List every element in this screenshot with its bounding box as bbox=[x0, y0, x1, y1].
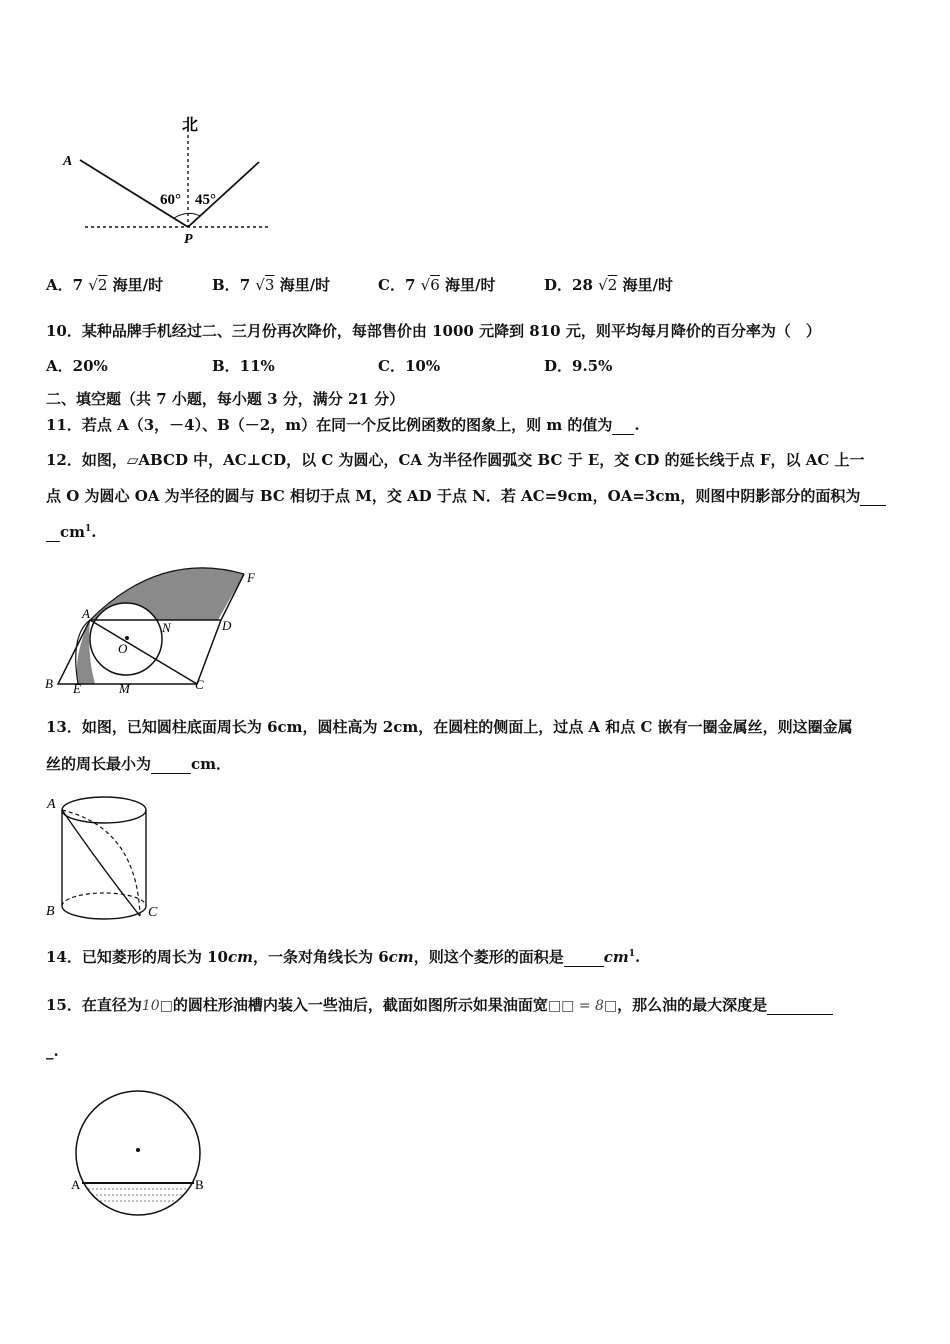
q12-label-f: F bbox=[247, 570, 255, 585]
q15-figure bbox=[68, 1085, 218, 1230]
q15-center-dot bbox=[136, 1148, 140, 1152]
q9-north-label: 北 bbox=[182, 117, 199, 134]
q9-angle-60: 60° bbox=[160, 192, 181, 208]
q9-option-b[interactable]: B．7 √3 海里/时 bbox=[212, 276, 331, 294]
q12-line2: 点 O 为圆心 OA 为半径的圆与 BC 相切于点 M，交 AD 于点 N．若 AC=9cm，OA=3cm，则图中阴影部分的面积为 bbox=[46, 485, 886, 506]
q12-label-e: E bbox=[73, 681, 81, 696]
q13-wire-front bbox=[62, 810, 140, 916]
q13-line1: 13．如图，已知圆柱底面周长为 6cm，圆柱高为 2cm，在圆柱的侧面上，过点 A 和点 C 嵌有一圈金属丝，则这圈金属 bbox=[46, 718, 853, 736]
q12-label-c: C bbox=[195, 677, 204, 692]
q9-option-c[interactable]: C．7 √6 海里/时 bbox=[378, 276, 496, 294]
q9-point-a: A bbox=[63, 154, 73, 169]
q15-line1: 15．在直径为10□的圆柱形油槽内装入一些油后，截面如图所示如果油面宽□□ = 8□，那么油的最大深度是 bbox=[46, 994, 833, 1015]
q13-label-a: A bbox=[47, 797, 56, 812]
q14-stem: 14．已知菱形的周长为 10cm，一条对角线长为 6cm，则这个菱形的面积是 $cm^1$. bbox=[46, 948, 641, 966]
q14-blank[interactable] bbox=[564, 948, 604, 967]
q12-label-b: B bbox=[45, 676, 53, 691]
q12-center-o bbox=[125, 636, 129, 640]
q15-line2: _. bbox=[46, 1042, 59, 1060]
q13-label-c: C bbox=[148, 905, 158, 920]
q12-label-o: O bbox=[118, 641, 128, 656]
section-title: 二、填空题（共 7 小题，每小题 3 分，满分 21 分） bbox=[46, 390, 405, 408]
q11-blank[interactable] bbox=[612, 416, 634, 435]
q9-angle-arc bbox=[174, 213, 200, 218]
q12-line1: 12．如图，▱ABCD 中，AC⊥CD，以 C 为圆心，CA 为半径作圆弧交 BC 于 E，交 CD 的延长线于点 F，以 AC 上一 bbox=[46, 451, 865, 469]
q9-option-d[interactable]: D．28 √2 海里/时 bbox=[544, 276, 673, 294]
q15-blank[interactable] bbox=[767, 996, 833, 1015]
q11-stem: 11．若点 A（3，－4）、B（－2，m）在同一个反比例函数的图象上，则 m 的值为 . bbox=[46, 416, 640, 434]
q12-line3: $cm^1$. bbox=[46, 523, 97, 542]
q10-option-c[interactable]: C．10% bbox=[378, 357, 441, 375]
q13-bottom-back bbox=[62, 893, 146, 906]
q12-label-d: D bbox=[222, 618, 232, 633]
q12-label-a: A bbox=[82, 606, 90, 621]
q9-angle-45: 45° bbox=[195, 192, 216, 208]
q12-figure bbox=[40, 560, 265, 698]
q13-line2: 丝的周长最小为 cm． bbox=[46, 755, 232, 773]
q9-option-a[interactable]: A．7 √2 海里/时 bbox=[46, 276, 164, 294]
q13-top-ellipse bbox=[62, 797, 146, 823]
q13-blank[interactable] bbox=[151, 755, 191, 774]
q10-option-a[interactable]: A．20% bbox=[46, 357, 108, 375]
q13-label-b: B bbox=[46, 904, 55, 919]
q9-point-p: P bbox=[184, 232, 193, 245]
q15-label-a: A bbox=[71, 1177, 81, 1192]
q10-option-d[interactable]: D．9.5% bbox=[544, 357, 613, 375]
q13-figure bbox=[42, 788, 172, 928]
q12-label-n: N bbox=[162, 620, 171, 635]
q12-label-m: M bbox=[119, 681, 130, 696]
q9-figure bbox=[60, 110, 280, 245]
q12-blank-part2[interactable] bbox=[46, 523, 60, 542]
q10-stem: 10．某种品牌手机经过二、三月份再次降价，每部售价由 1000 元降到 810 元，则平均每月降价的百分率为（ ） bbox=[46, 322, 821, 340]
q10-option-b[interactable]: B．11% bbox=[212, 357, 275, 375]
q15-label-b: B bbox=[195, 1177, 204, 1192]
q12-blank-part1[interactable] bbox=[860, 487, 886, 506]
